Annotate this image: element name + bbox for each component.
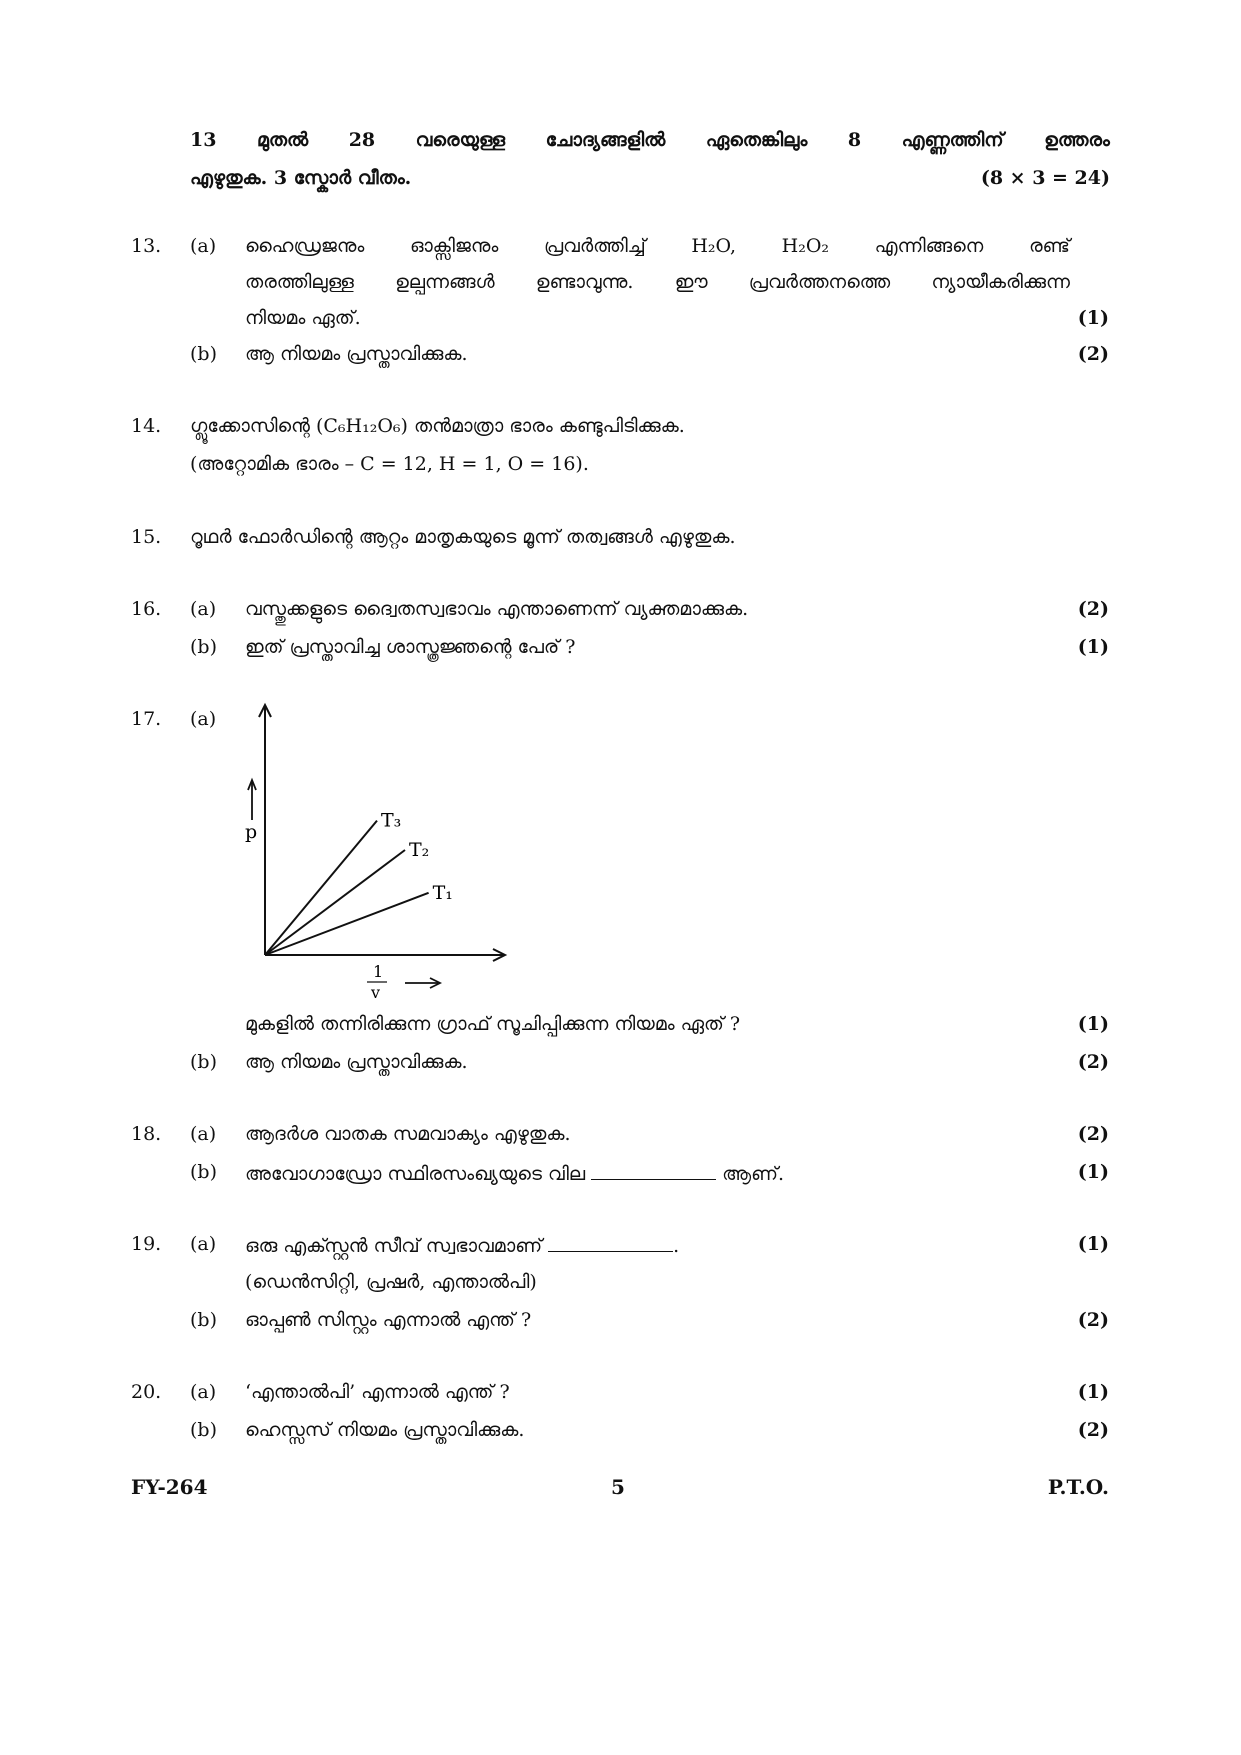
question-text: ഹെസ്സസ് നിയമം പ്രസ്താവിക്കുക. <box>245 1419 525 1441</box>
question-17-b <box>0 1043 1241 1081</box>
question-text: ‘എന്താൽപി’ എന്നാൽ എന്ത് ? <box>245 1381 510 1403</box>
question-number: 20. <box>131 1381 162 1403</box>
marks: (2) <box>1077 1123 1109 1145</box>
marks: (1) <box>1077 1381 1109 1403</box>
question-14 <box>0 407 1241 445</box>
question-text: ആദർശ വാതക സമവാക്യം എഴുതുക. <box>245 1123 571 1145</box>
isotherm-label: T₃ <box>381 809 402 832</box>
subpart-label: (a) <box>190 598 217 620</box>
question-text <box>245 1225 679 1265</box>
question-text: ഇത് പ്രസ്താവിച്ച ശാസ്ത്രജ്ഞന്റെ പേര് ? <box>245 636 576 658</box>
isotherm-line <box>265 850 405 955</box>
subpart-label: (b) <box>190 1309 217 1331</box>
subpart-label: (b) <box>190 1419 217 1441</box>
question-number: 18. <box>131 1123 162 1145</box>
question-number: 14. <box>131 415 162 437</box>
subpart-label: (b) <box>190 1051 217 1073</box>
question-text: റൂഥർ ഫോർഡിന്റെ ആറ്റം മാതൃകയുടെ മൂന്ന് തത്വങ്ങൾ എഴുതുക. <box>190 526 736 548</box>
question-17-header <box>0 700 1241 738</box>
x-axis-label-denominator: v <box>371 983 381 1000</box>
question-number: 13. <box>131 235 162 257</box>
marks: (1) <box>1077 1233 1109 1255</box>
answer-blank <box>591 1153 716 1180</box>
text-after-blank: ആണ്. <box>722 1163 785 1185</box>
pressure-volume-graph <box>240 700 530 1000</box>
subpart-label: (b) <box>190 343 217 365</box>
instruction-line-2 <box>190 159 1110 197</box>
instruction-total-marks: (8 × 3 = 24) <box>980 167 1110 189</box>
question-16-b <box>0 628 1241 666</box>
question-text: മുകളിൽ തന്നിരിക്കുന്ന ഗ്രാഫ് സൂചിപ്പിക്കുന്ന നിയമം ഏത് ? <box>245 1013 741 1035</box>
question-number: 15. <box>131 526 162 548</box>
subpart-label: (a) <box>190 1381 217 1403</box>
isotherm-line <box>265 893 429 955</box>
question-18-a <box>0 1115 1241 1153</box>
instruction-word: 28 <box>348 129 376 151</box>
paper-code: FY-264 <box>131 1475 208 1499</box>
instruction-line-1 <box>190 121 1110 159</box>
x-axis-label-numerator: 1 <box>373 962 384 981</box>
please-turn-over: P.T.O. <box>1047 1475 1109 1499</box>
marks: (1) <box>1077 1013 1109 1035</box>
marks: (1) <box>1077 636 1109 658</box>
text-before-blank: അവോഗാഡ്രോ സ്ഥിരസംഖ്യയുടെ വില <box>245 1163 586 1185</box>
question-text: ഓപ്പൺ സിസ്റ്റം എന്നാൽ എന്ത് ? <box>245 1309 532 1331</box>
question-19-a-options <box>0 1263 1241 1301</box>
marks: (2) <box>1077 1419 1109 1441</box>
question-13-b <box>0 335 1241 373</box>
instruction-word: 13 <box>190 129 217 151</box>
question-text: ഹൈഡ്രജനും ഓക്സിജനും പ്രവർത്തിച്ച് H₂O, H₂O₂ എന്നിങ്ങനെ രണ്ട് <box>245 235 1070 257</box>
question-text: (അറ്റോമിക ഭാരം – C = 12, H = 1, O = 16). <box>190 453 589 475</box>
marks: (2) <box>1077 343 1109 365</box>
text-before-blank: ഒരു എക്സ്റ്റൻ സീവ് സ്വഭാവമാണ് <box>245 1235 543 1257</box>
marks: (2) <box>1077 1309 1109 1331</box>
question-number: 19. <box>131 1233 162 1255</box>
question-15 <box>0 518 1241 556</box>
answer-options: (ഡെൻസിറ്റി, പ്രഷർ, എന്താൽപി) <box>245 1271 537 1293</box>
instruction-word: 8 <box>847 129 862 151</box>
question-number: 17. <box>131 708 162 730</box>
instruction-word: മുതൽ <box>256 129 309 151</box>
question-text: ഗ്ലൂക്കോസിന്റെ (C₆H₁₂O₆) തൻമാത്രാ ഭാരം കണ്ടുപിടിക്കുക. <box>190 415 685 437</box>
question-text <box>245 1153 784 1193</box>
question-13-a-line3 <box>0 299 1241 337</box>
instruction-text: എഴുതുക. 3 സ്കോർ വീതം. <box>190 167 412 189</box>
question-text: ആ നിയമം പ്രസ്താവിക്കുക. <box>245 343 468 365</box>
instruction-word: ചോദ്യങ്ങളിൽ <box>545 129 666 151</box>
page-number: 5 <box>611 1475 625 1499</box>
isotherm-line <box>265 821 377 955</box>
subpart-label: (a) <box>190 708 217 730</box>
y-axis-label: p <box>245 821 258 843</box>
question-19-b <box>0 1301 1241 1339</box>
question-19-a <box>0 1225 1241 1263</box>
instruction-word: വരെയുള്ള <box>415 129 506 151</box>
instruction-word: ഉത്തരം <box>1044 129 1110 151</box>
question-text: തരത്തിലുള്ള ഉല്പന്നങ്ങൾ ഉണ്ടാവുന്നു. ഈ പ്രവർത്തനത്തെ ന്യായീകരിക്കുന്ന <box>245 271 1070 293</box>
isotherm-label: T₂ <box>409 839 430 861</box>
answer-blank <box>548 1225 673 1252</box>
question-17-a <box>0 1005 1241 1043</box>
question-20-a <box>0 1373 1241 1411</box>
subpart-label: (b) <box>190 636 217 658</box>
subpart-label: (b) <box>190 1161 217 1183</box>
marks: (1) <box>1077 307 1109 329</box>
marks: (1) <box>1077 1161 1109 1183</box>
text-after-blank: . <box>673 1235 680 1257</box>
subpart-label: (a) <box>190 1233 217 1255</box>
question-number: 16. <box>131 598 162 620</box>
subpart-label: (a) <box>190 1123 217 1145</box>
question-20-b <box>0 1411 1241 1449</box>
page-footer <box>131 1475 1109 1515</box>
marks: (2) <box>1077 598 1109 620</box>
marks: (2) <box>1077 1051 1109 1073</box>
question-18-b <box>0 1153 1241 1191</box>
question-text: ആ നിയമം പ്രസ്താവിക്കുക. <box>245 1051 468 1073</box>
question-text: നിയമം ഏത്. <box>245 307 361 329</box>
question-14-line2 <box>0 445 1241 483</box>
isotherm-label: T₁ <box>432 881 453 904</box>
question-text: വസ്തുക്കളുടെ ദ്വൈതസ്വഭാവം എന്താണെന്ന് വ്യക്തമാക്കുക. <box>245 598 749 620</box>
instruction-word: ഏതെങ്കിലും <box>705 129 808 151</box>
question-13-a-line2 <box>0 263 1241 301</box>
question-13-a <box>0 227 1241 265</box>
instruction-word: എണ്ണത്തിന് <box>901 129 1004 151</box>
question-16-a <box>0 590 1241 628</box>
subpart-label: (a) <box>190 235 217 257</box>
